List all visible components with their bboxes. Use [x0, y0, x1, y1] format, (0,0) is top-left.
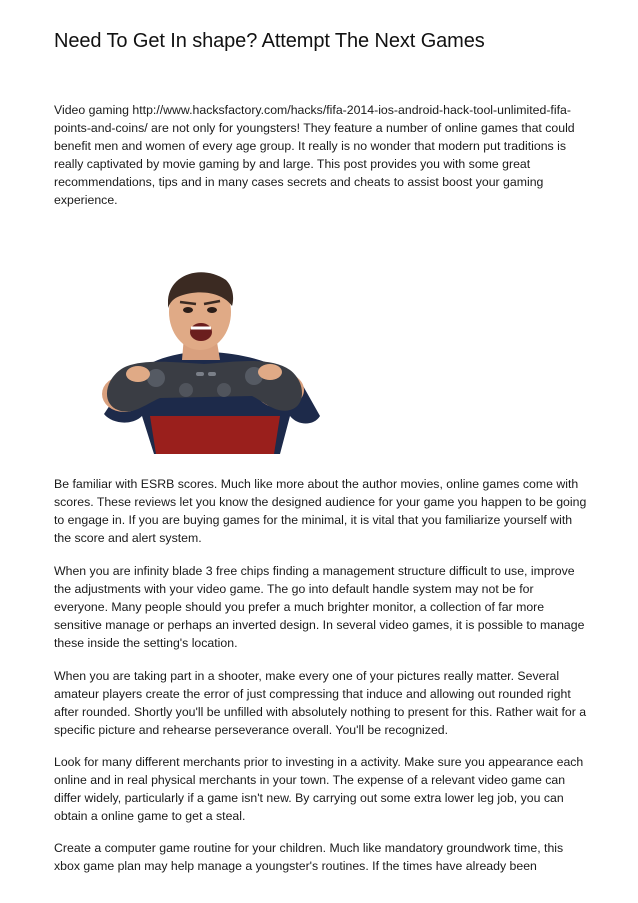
- paragraph-esrb: Be familiar with ESRB scores. Much like more about the author movies, online games come with scores. These reviews let you know the designed audience for your game you happen to be going to engage in. If you are buying games for the minimal, it is vital that you familiarize yourself with the score and alert system.: [54, 477, 587, 546]
- paragraph-merchants: Look for many different merchants prior to investing in a activity. Make sure you appearance each online and in real physical merchants in your town. The expense of a relevant video game can differ widely, particularly if a game isn't new. By carrying out some extra lower leg job, you can obtain a online game to get a steal.: [54, 755, 584, 824]
- paragraph-shooter: When you are taking part in a shooter, make every one of your pictures really matter. Several amateur players create the error of just compressing that induce and allowing out rounded right after rounded. Shortly you'll be unfilled with absolutely nothing to present for this. Rather wait for a specific picture and rehearse perseverance overall. You'll be recognized.: [54, 669, 587, 738]
- paragraph-controls: When you are infinity blade 3 free chips finding a management structure difficult to use, improve the adjustments with your video game. The go into default handle system may not be for everyone. Many people should you prefer a much brighter monitor, a collection of far more sensitive manage or perhaps an inverted design. In several video games, it is possible to manage these inside the setting's location.: [54, 564, 585, 651]
- gamer-illustration: [84, 266, 326, 454]
- paragraph-intro: Video gaming http://www.hacksfactory.com/hacks/fifa-2014-ios-android-hack-tool-unlimited-fifa-points-and-coins/ are not only for youngsters! They feature a number of online games that could benefit men and women of every age group. It really is no wonder that modern put traditions is really captivated by movie gaming by and large. This post provides you with some great recommendations, tips and in many cases secrets and cheats to assist boost your gaming experience.: [54, 103, 575, 208]
- page-title: Need To Get In shape? Attempt The Next Games: [54, 30, 485, 52]
- gamer-photo: [84, 266, 326, 454]
- paragraph-routine: Create a computer game routine for your children. Much like mandatory groundwork time, this xbox game plan may help manage a youngster's routines. If the times have already been: [54, 841, 564, 874]
